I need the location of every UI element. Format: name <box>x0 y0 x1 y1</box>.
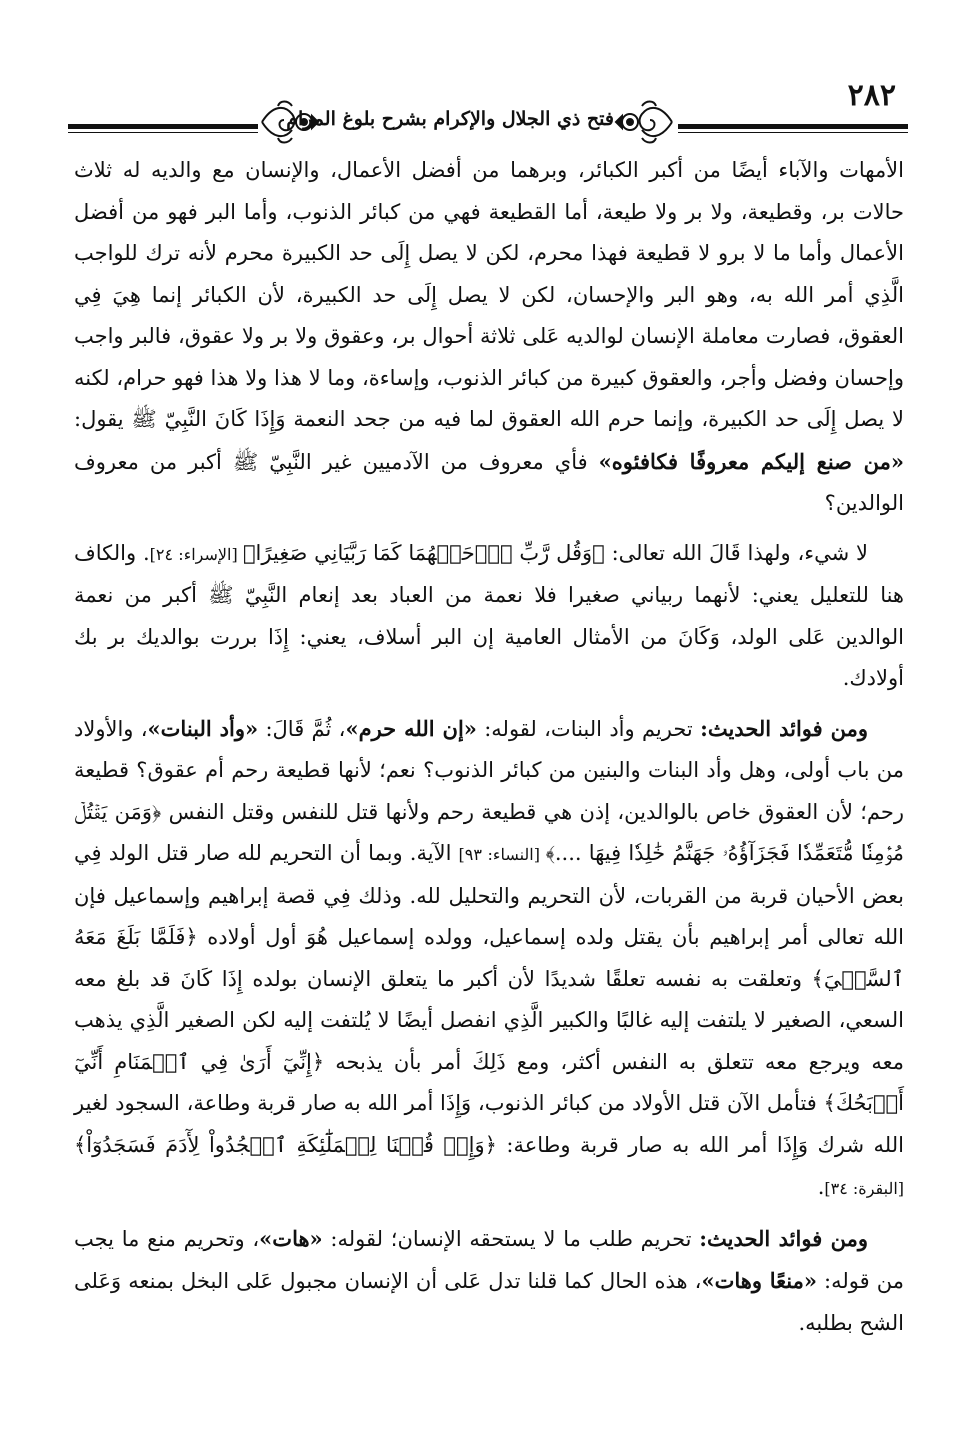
hadith-quote: «من صنع إليكم معروفًا فكافئوه» <box>598 448 904 474</box>
hadith-quote: «منعًا وهات» <box>701 1268 817 1293</box>
page-content <box>74 150 904 1344</box>
text-run: تحريم طلب ما لا يستحقه الإنسان؛ لقوله: <box>322 1226 700 1251</box>
header-rule-left <box>68 124 258 129</box>
paragraph <box>74 533 904 700</box>
text-run: ، هذه الحال كما قلنا تدل عَلى أن الإنسان مجبول عَلى البخل بمنعه وَعَلى الشح بطلبه. <box>74 1269 904 1335</box>
verse-reference: [البقرة: ٣٤] <box>824 1179 904 1198</box>
text-run: لا شيء، ولهذا قَالَ الله تعالى: <box>604 540 868 565</box>
text-run: ، ثُمَّ قَالَ: <box>258 716 346 741</box>
text-run: ، وتحريم منع ما يجب من قوله: <box>74 1226 904 1293</box>
page-header <box>68 78 908 150</box>
book-title: فتح ذي الجلال والإكرام بشرح بلوغ المرام <box>286 108 614 130</box>
quran-verse: ﴿فَلَمَّا بَلَغَ مَعَهُ ٱلسَّعۡيَ﴾ <box>74 925 904 991</box>
verse-reference: [الإسراء: ٢٤] <box>149 544 243 564</box>
text-run: فتأمل الآن قتل الأولاد من كبائر الذنوب، وَإِذَا أمر الله به صار قربة وطاعة، السجود لغير الله شرك وَإِذَا أمر الله به صار قربة وطاعة: <box>74 1091 904 1157</box>
text-run: الآية. وبما أن التحريم لله صار قتل الولد فِي بعض الأحيان قربة من القربات، لأن التحريم والتحليل لله. وذلك فِي قصة إبراهيم وإسماعيل فإن الله تعالى أمر إبراهيم بأن يقتل ولده إسماعيل، وولده إسماعيل هُوَ أول أولاده <box>74 841 904 949</box>
text-run: . والكاف هنا للتعليل يعني: لأنهما ربياني صغيرا فلا نعمة من العباد بعد إنعام النَّبِيّ ﷺ أكبر من نعمة الوالدين عَلى الولد، وَكَانَ من الأمثال العامية إن البر أسلاف، يعني: إِذَا بررت بوالديك بر بك أولادك. <box>74 540 904 690</box>
header-thin-rule-right <box>678 132 908 133</box>
hadith-quote: «إن الله حرم» <box>345 715 477 741</box>
quran-verse: ﴿وَمَن يَقۡتُلۡ مُؤۡمِنٗا مُّتَعَمِّدٗا فَجَزَآؤُهُۥ جَهَنَّمُ خَٰلِدٗا فِيهَا ....﴾ <box>74 799 904 865</box>
paragraph <box>74 150 904 525</box>
verse-reference: [النساء: ٩٣] <box>458 845 546 864</box>
quran-verse: ﴿وَقُل رَّبِّ ٱرۡحَمۡهُمَا كَمَا رَبَّيَانِي صَغِيرًا﴾ <box>242 540 605 565</box>
text-run: فأي معروف من الآدميين غير النَّبِيّ ﷺ أكبر من معروف الوالدين؟ <box>74 449 904 515</box>
hadith-quote: «وأد البنات» <box>147 715 259 741</box>
text-run: وتعلقت به نفسه تعلقًا شديدًا لأن أكبر ما يتعلق الإنسان بولده إِذَا كَانَ قد بلغ معه السعي، الصغير لا يلتفت إليه غالبًا والكبير الَّذِي انفصل أيضًا لا يُلتفت إليه لكن الصغير الَّذِي يذهب معه ويرجع معه تتعلق به النفس أكثر، ومع ذَلِكَ أمر بأن يذبحه <box>74 966 905 1074</box>
ornament-right-icon <box>612 96 676 148</box>
section-heading: ومن فوائد الحديث: <box>700 715 868 741</box>
paragraph <box>74 708 904 1210</box>
paragraph <box>74 1218 904 1345</box>
page-number: ٢٨٢ <box>847 78 896 113</box>
section-heading: ومن فوائد الحديث: <box>699 1225 868 1251</box>
text-run: ، والأولاد من باب أولى، وهل وأد البنات والبنين من كبائر الذنوب؟ نعم؛ لأنها قطيعة رحم أم عقوق؟ قطيعة رحم؛ لأن العقوق خاص بالوالدين، إذن هي قطيعة رحم ولأنها قتل للنفس وقتل النفس <box>74 716 905 824</box>
quran-verse: ﴿إِنِّيٓ أَرَىٰ فِي ٱلۡمَنَامِ أَنِّيٓ أَذۡبَحُكَ﴾ <box>74 1049 904 1115</box>
text-run: تحريم وأد البنات، لقوله: <box>476 716 701 741</box>
quran-verse: ﴿وَإِذۡ قُلۡنَا لِلۡمَلَٰٓئِكَةِ ٱسۡجُدُواْ لِأٓدَمَ فَسَجَدُوٓاْ﴾ <box>74 1132 497 1157</box>
hadith-quote: «هات» <box>259 1225 323 1251</box>
header-rule-right <box>678 124 908 129</box>
header-thin-rule-left <box>68 132 258 133</box>
text-run: . <box>817 1175 825 1199</box>
text-run: الأمهات والآباء أيضًا من أكبر الكبائر، وبرهما من أفضل الأعمال، والإنسان مع والديه له ثلاث حالات بر، وقطيعة، ولا بر ولا طيعة، أما القطيعة فهي من كبائر الذنوب، وأما البر فهو من أفضل الأعمال وأما ما لا برو لا قطيعة فهذا محرم، لكن لا يصل إِلَى حد الكبيرة محرم لأنه ترك للواجب الَّذِي أمر الله به، وهو البر والإحسان، لكن لا يصل إِلَى حد الكبيرة، لأن الكبائر إنما هِيَ فِي العقوق، فصارت معاملة الإنسان لوالديه عَلى ثلاثة أحوال بر، وعقوق ولا بر ولا عقوق، فالبر واجب وإحسان وفضل وأجر، والعقوق كبيرة من كبائر الذنوب، وإساءة، وما لا هذا ولا هذا فهو حرام، لكنه لا يصل إِلَى حد الكبيرة، وإنما حرم الله العقوق لما فيه من جحد النعمة وَإِذَا كَانَ النَّبِيّ ﷺ يقول: <box>74 158 904 431</box>
